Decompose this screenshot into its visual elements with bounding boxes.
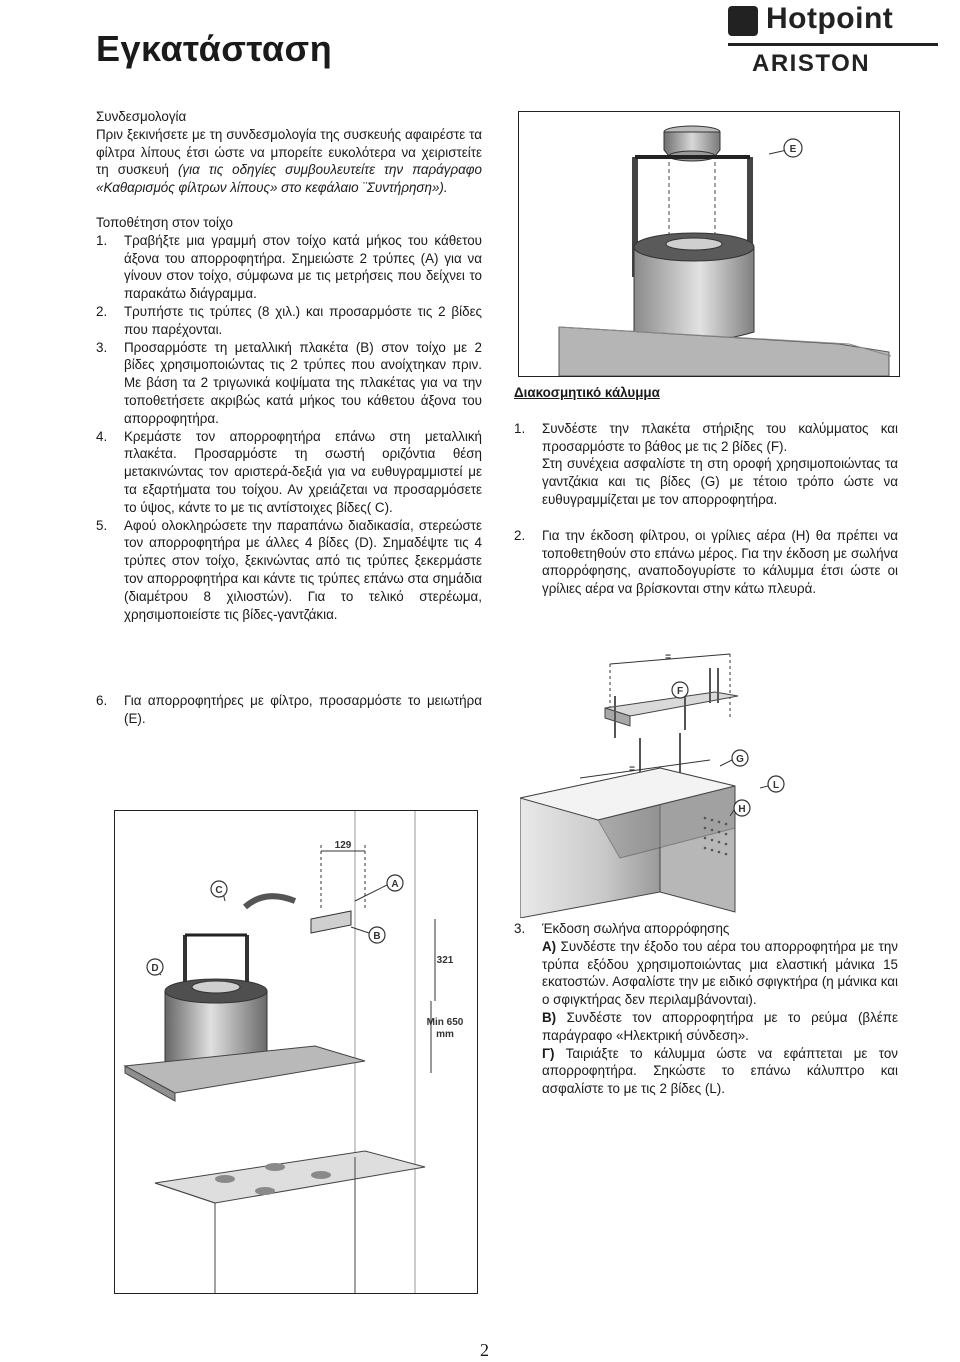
page-number: 2 — [480, 1340, 489, 1360]
cover-heading: Διακοσμητικό κάλυμμα — [514, 385, 660, 400]
cover-step-1: 1. Συνδέστε την πλακέτα στήριξης του καλύμματος και προσαρμόστε το βάθος με τις 2 βίδες (F). Στη συνέχεια ασφαλίστε τη στη οροφή χρησιμοποιώντας τα γαντζάκια και τις βίδες (G) με τέτοιο τρόπο ώστε να ευθυγραμμίζεται με τον απορροφητήρα. — [514, 420, 898, 507]
figure-cover — [520, 648, 900, 918]
cover-section — [514, 384, 898, 598]
assembly-heading: Συνδεσμολογία — [96, 109, 187, 124]
label-d: D — [151, 963, 159, 974]
eq-top: = — [665, 652, 671, 663]
logo-divider — [728, 43, 938, 46]
figure-wall-install — [114, 810, 478, 1294]
label-l: L — [772, 780, 780, 791]
exhaust-heading: Έκδοση σωλήνα απορρόφησης — [542, 921, 730, 936]
left-column — [96, 108, 482, 623]
brand-mark-icon — [728, 6, 758, 36]
cover-step-2: 2. Για την έκδοση φίλτρου, οι γρίλιες αέρα (H) θα πρέπει να τοποθετηθούν στο επάνω μέρος. Για την έκδοση με σωλήνα απορρόφησης, αναποδογυρίστε το κάλυμμα έτσι ώστε οι γρίλιες αέρα να βρίσκονται στην κάτω πλευρά. — [514, 527, 898, 597]
label-a: A — [391, 879, 399, 890]
wall-install-diagram — [115, 811, 477, 1293]
label-g: G — [736, 754, 744, 765]
eq-mid: = — [629, 764, 635, 775]
wall-step-6-block — [96, 692, 482, 728]
dim-129: 129 — [334, 840, 352, 851]
wall-step-1: 1. Τραβήξτε μια γραμμή στον τοίχο κατά μήκος του κάθετου άξονα του απορροφητήρα. Σημειώστε 2 τρύπες (A) για να γίνουν στον τοίχο, σύμφωνα με τις μετρήσεις που δείχνει το παρακάτω διάγραμμα. — [96, 232, 482, 302]
figure-reducer — [518, 111, 900, 377]
exhaust-c: Γ) Ταιριάξτε το κάλυμμα ώστε να εφάπτεται με τον απορροφητήρα. Σηκώστε το επάνω κάλυπτρο και ασφαλίστε το με τις 2 βίδες (L). — [542, 1045, 899, 1097]
exhaust-section: 3. Έκδοση σωλήνα απορρόφησης A) Συνδέστε την έξοδο του αέρα του απορροφητήρα με την τρύπα εξόδου χρησιμοποιώντας μια ελαστική μάνικα 15 εκατοστών. Ασφαλίστε την με ειδικό σφιγκτήρα (η μάνικα και ο σφιγκτήρας δεν περιλαμβάνονται). B) Συνδέστε τον απορροφητήρα με το ρεύμα (βλέπε παράγραφο «Ηλεκτρική σύνδεση». Γ) Ταιριάξτε το κάλυμμα ώστε να εφάπτεται με τον απορροφητήρα. Σηκώστε το επάνω κάλυπτρο και ασφαλίστε το με τις 2 βίδες (L). — [514, 921, 899, 1097]
label-f: F — [676, 686, 684, 697]
wall-step-5: 5. Αφού ολοκληρώσετε την παραπάνω διαδικασία, στερεώστε τον απορροφητήρα με άλλες 4 βίδες (D). Σημαδέψτε τις 4 τρύπες στον τοίχο, ξεκινώντας από τις τρύπες ξεκερμάστε τον απορροφητήρα και κάντε τις τρύπες επάνω στα σημάδια (διαμέτρου 8 χιλιοστών). Για το τελικό στερέωμα, χρησιμοποιείστε τις βίδες-γαντζάκια. — [96, 517, 482, 622]
wall-step-3: 3. Προσαρμόστε τη μεταλλική πλακέτα (B) στον τοίχο με 2 βίδες χρησιμοποιώντας τις 2 τρύπες που ανοίχτηκαν πριν. Με βάση τα 2 τριγωνικά κοψίματα της πλακέτας για να την τοποθετήσετε ακριβώς κατά μήκος του κάθετου άξονα του απορροφητήρα. — [96, 339, 482, 426]
logo-sub: ARISTON — [752, 50, 871, 77]
brand-logo — [728, 2, 938, 80]
wall-step-2: 2. Τρυπήστε τις τρύπες (8 χιλ.) και προσαρμόστε τις 2 βίδες που παρέχονται. — [96, 303, 482, 337]
wall-step-6: 6. Για απορροφητήρες με φίλτρο, προσαρμόστε το μειωτήρα (E). — [96, 693, 482, 726]
assembly-intro: Πριν ξεκινήσετε με τη συνδεσμολογία της συσκευής αφαιρέστε τα φίλτρα λίπους έτσι ώστε να μπορείτε ευκολότερα να χειριστείτε τη συσκευή (για τις οδηγίες συμβουλευτείτε την παράγραφο «Καθαρισμός φίλτρων λίπους» στο κεφάλαιο ¨Συντήρηση»). — [96, 126, 482, 196]
reducer-diagram — [519, 112, 899, 376]
dim-321: 321 — [436, 955, 454, 966]
label-h: H — [738, 804, 746, 815]
label-e: E — [789, 144, 797, 155]
label-c: C — [215, 885, 223, 896]
exhaust-a: A) Συνδέστε την έξοδο του αέρα του απορροφητήρα με την τρύπα εξόδου χρησιμοποιώντας μια ελαστική μάνικα 15 εκατοστών. Ασφαλίστε την με ειδικό σφιγκτήρα (η μάνικα και ο σφιγκτήρας δεν περιλαμβάνονται). — [542, 938, 898, 1008]
cover-diagram — [520, 648, 900, 918]
exhaust-b: B) Συνδέστε τον απορροφητήρα με το ρεύμα (βλέπε παράγραφο «Ηλεκτρική σύνδεση». — [542, 1009, 898, 1043]
page-title: Εγκατάσταση — [96, 28, 333, 69]
label-b: B — [373, 931, 381, 942]
wall-heading: Τοποθέτηση στον τοίχο — [96, 214, 233, 230]
logo-brand: Hotpoint — [766, 2, 894, 35]
min-650: Min 650 — [426, 1017, 464, 1028]
min-650-unit: mm — [436, 1029, 454, 1040]
wall-step-4: 4. Κρεμάστε τον απορροφητήρα επάνω στη μεταλλική πλακέτα. Προσαρμόστε τη σωστή οριζόντια θέση μετακινώντας τον αριστερά-δεξιά για να ευθυγραμμιστεί με τα εξαρτήματα του τοίχου. Αν χρειάζεται να προσαρμόσετε το ύψος, κάντε το με τις αντίστοιχες βίδες( C). — [96, 428, 482, 515]
